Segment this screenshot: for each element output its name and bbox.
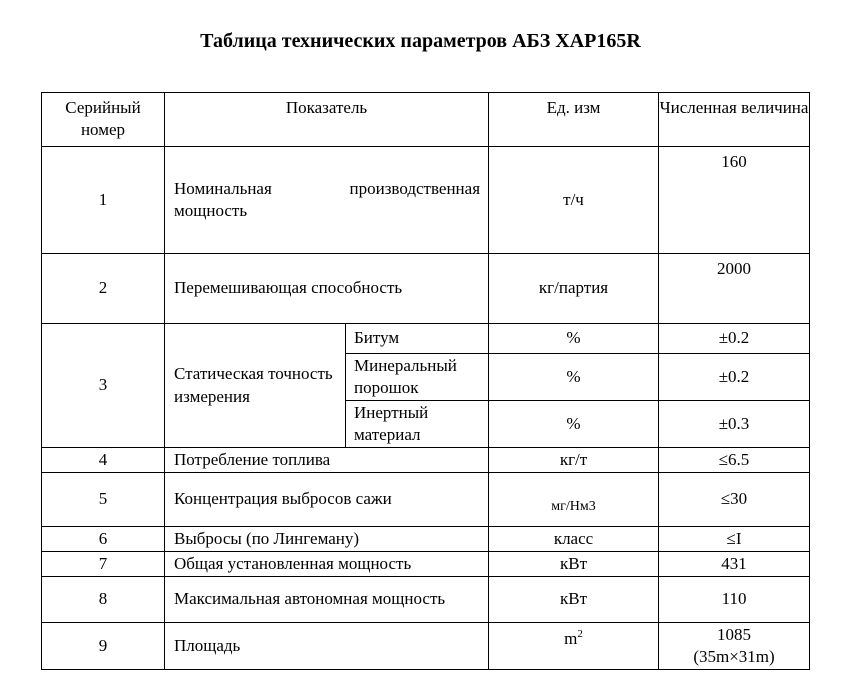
row-number: 3: [42, 324, 165, 448]
document-title: Таблица технических параметров АБЗ XAP165R: [200, 30, 641, 52]
row-value: ≤30: [659, 473, 810, 527]
row-unit: т/ч: [489, 147, 659, 254]
table-row: [42, 577, 810, 623]
table-row: [42, 623, 810, 670]
row-unit-text: m: [564, 629, 578, 648]
row-name: Концентрация выбросов сажи: [165, 473, 489, 527]
sub-row-name: Инертный материал: [346, 401, 489, 448]
table-header-row: [42, 93, 810, 147]
row-number: 4: [42, 448, 165, 473]
row-number: 9: [42, 623, 165, 670]
row-number: 1: [42, 147, 165, 254]
row-unit: кВт: [489, 552, 659, 577]
sub-row-unit: %: [489, 354, 659, 401]
row-number: 7: [42, 552, 165, 577]
sub-row-value: ±0.2: [659, 354, 810, 401]
row-name: Номинальная производственная мощность: [165, 147, 489, 254]
row-number: 6: [42, 527, 165, 552]
header-indicator: Показатель: [165, 93, 489, 147]
row-unit: класс: [489, 527, 659, 552]
sub-row-name: Битум: [346, 324, 489, 354]
row-value: 2000: [659, 254, 810, 324]
row-name: Перемешивающая способность: [165, 254, 489, 324]
header-unit: Ед. изм: [489, 93, 659, 147]
table-row: [42, 324, 810, 354]
table-row: [42, 552, 810, 577]
header-value: Численная величина: [659, 93, 810, 147]
row-unit: [489, 473, 659, 527]
row-number: 8: [42, 577, 165, 623]
row-unit: кг/т: [489, 448, 659, 473]
sub-row-unit: %: [489, 401, 659, 448]
row-name: Статическая точность измерения: [165, 324, 346, 448]
row-name: Выбросы (по Лингеману): [165, 527, 489, 552]
row-number: 2: [42, 254, 165, 324]
row-value-note: (35m×31m): [693, 647, 775, 666]
table-row: [42, 254, 810, 324]
row-name: Максимальная автономная мощность: [165, 577, 489, 623]
sub-row-name: Минеральный порошок: [346, 354, 489, 401]
sub-row-value: ±0.3: [659, 401, 810, 448]
row-name: Потребление топлива: [165, 448, 489, 473]
row-value: ≤I: [659, 527, 810, 552]
sub-row-unit: %: [489, 324, 659, 354]
row-name: Площадь: [165, 623, 489, 670]
sub-row-value: ±0.2: [659, 324, 810, 354]
row-number: 5: [42, 473, 165, 527]
row-unit: кг/партия: [489, 254, 659, 324]
row-value: ≤6.5: [659, 448, 810, 473]
row-value: 160: [659, 147, 810, 254]
row-value: 110: [659, 577, 810, 623]
table-row: [42, 473, 810, 527]
row-unit: кВт: [489, 577, 659, 623]
row-value: [659, 623, 810, 670]
header-serial: Серийный номер: [42, 93, 165, 147]
row-value: 431: [659, 552, 810, 577]
row-unit-text: мг/Нм3: [551, 499, 596, 515]
table-row: [42, 448, 810, 473]
row-name: Общая установленная мощность: [165, 552, 489, 577]
spec-table: [41, 92, 810, 670]
row-unit: [489, 623, 659, 670]
table-row: [42, 147, 810, 254]
row-unit-superscript: 2: [577, 628, 583, 640]
table-row: [42, 527, 810, 552]
row-value-text: 1085: [717, 624, 752, 644]
